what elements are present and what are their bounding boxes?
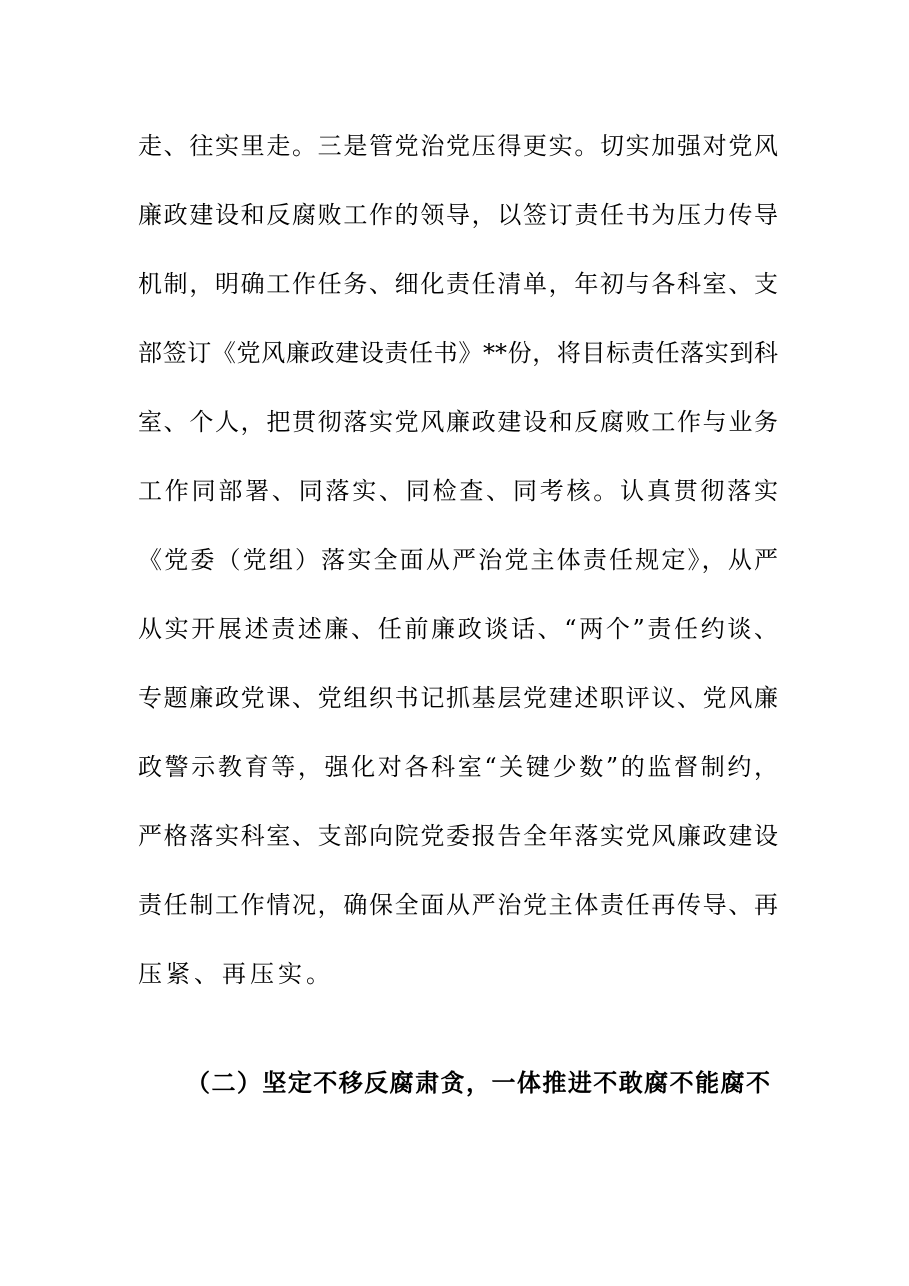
paragraph-line: 从实开展述责述廉、任前廉政谈话、“两个”责任约谈、 [138,615,778,643]
paragraph-line: 工作同部署、同落实、同检查、同考核。认真贯彻落实 [138,477,778,505]
paragraph-line: 压紧、再压实。 [138,960,334,988]
paragraph-line: 《党委（党组）落实全面从严治党主体责任规定》，从严 [138,546,778,574]
body-paragraph [138,118,778,1015]
paragraph-line: 部签订《党风廉政建设责任书》**份，将目标责任落实到科 [138,339,778,367]
paragraph-line: 专题廉政党课、党组织书记抓基层党建述职评议、党风廉 [138,684,778,712]
paragraph-line: 政警示教育等，强化对各科室“关键少数”的监督制约， [138,753,778,781]
section-heading: （二）坚定不移反腐肃贪，一体推进不敢腐不能腐不 [186,1069,770,1097]
paragraph-line: 严格落实科室、支部向院党委报告全年落实党风廉政建设 [138,822,778,850]
paragraph-line: 走、往实里走。三是管党治党压得更实。切实加强对党风 [138,132,778,160]
paragraph-line: 室、个人，把贯彻落实党风廉政建设和反腐败工作与业务 [138,408,778,436]
paragraph-line: 廉政建设和反腐败工作的领导，以签订责任书为压力传导 [138,201,778,229]
paragraph-line: 机制，明确工作任务、细化责任清单，年初与各科室、支 [138,270,778,298]
paragraph-line: 责任制工作情况，确保全面从严治党主体责任再传导、再 [138,891,778,919]
